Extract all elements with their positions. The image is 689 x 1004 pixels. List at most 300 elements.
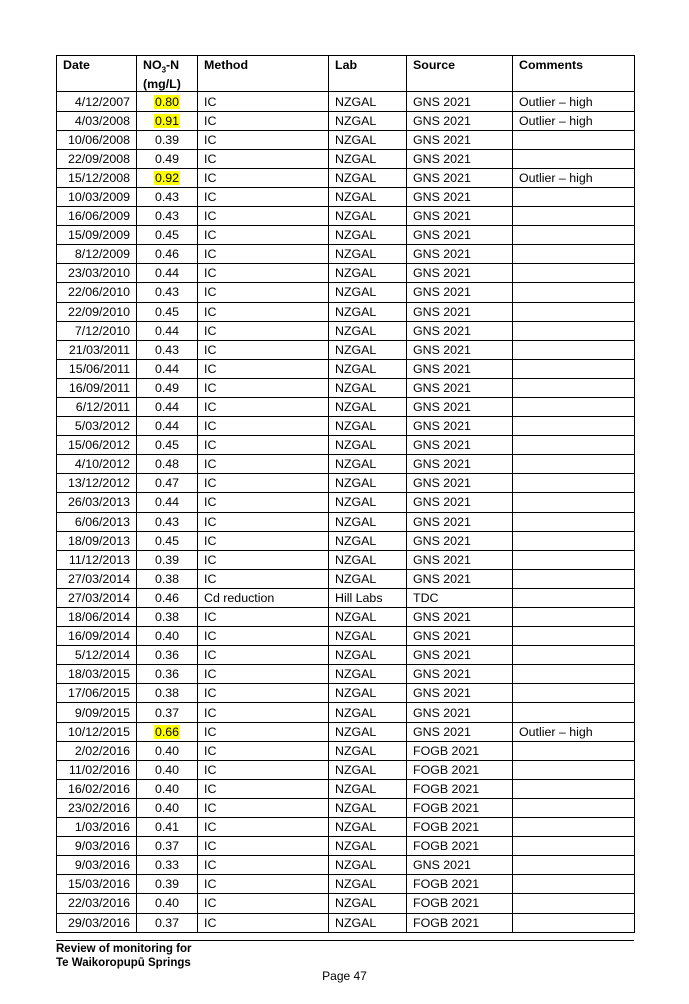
cell-date: 6/12/2011	[57, 397, 137, 416]
footer-divider	[56, 940, 634, 941]
table-header-row	[57, 56, 635, 92]
header-source: Source	[407, 56, 513, 92]
cell-source: GNS 2021	[407, 92, 513, 111]
table-row	[57, 913, 635, 932]
table-row	[57, 569, 635, 588]
table-row	[57, 111, 635, 130]
table-row	[57, 818, 635, 837]
cell-method: IC	[198, 245, 329, 264]
cell-lab: NZGAL	[329, 550, 407, 569]
cell-lab: NZGAL	[329, 359, 407, 378]
cell-source: GNS 2021	[407, 111, 513, 130]
header-no3n-suffix: -N	[166, 58, 180, 72]
cell-date: 18/06/2014	[57, 608, 137, 627]
table-row	[57, 321, 635, 340]
cell-date: 15/09/2009	[57, 226, 137, 245]
cell-no3n: 0.38	[137, 684, 198, 703]
table-row	[57, 187, 635, 206]
cell-lab: NZGAL	[329, 245, 407, 264]
cell-source: FOGB 2021	[407, 798, 513, 817]
cell-no3n: 0.49	[137, 149, 198, 168]
cell-comments	[513, 455, 635, 474]
cell-method: IC	[198, 378, 329, 397]
table-row	[57, 417, 635, 436]
cell-lab: NZGAL	[329, 875, 407, 894]
cell-no3n: 0.44	[137, 417, 198, 436]
table-row	[57, 856, 635, 875]
table-row	[57, 397, 635, 416]
cell-method: IC	[198, 226, 329, 245]
cell-method: IC	[198, 550, 329, 569]
cell-comments	[513, 760, 635, 779]
cell-comments	[513, 283, 635, 302]
cell-lab: NZGAL	[329, 92, 407, 111]
cell-date: 18/09/2013	[57, 531, 137, 550]
cell-no3n: 0.44	[137, 397, 198, 416]
cell-date: 18/03/2015	[57, 665, 137, 684]
cell-no3n: 0.40	[137, 760, 198, 779]
cell-no3n: 0.37	[137, 703, 198, 722]
cell-lab: NZGAL	[329, 818, 407, 837]
cell-no3n: 0.37	[137, 837, 198, 856]
table-row	[57, 474, 635, 493]
cell-method: IC	[198, 92, 329, 111]
table-row	[57, 627, 635, 646]
cell-date: 10/06/2008	[57, 130, 137, 149]
cell-method: IC	[198, 608, 329, 627]
cell-method: IC	[198, 187, 329, 206]
cell-date: 16/02/2016	[57, 779, 137, 798]
cell-lab: NZGAL	[329, 531, 407, 550]
cell-source: FOGB 2021	[407, 875, 513, 894]
cell-comments: Outlier – high	[513, 111, 635, 130]
cell-method: IC	[198, 302, 329, 321]
table-row	[57, 302, 635, 321]
header-lab: Lab	[329, 56, 407, 92]
cell-method: IC	[198, 703, 329, 722]
cell-date: 21/03/2011	[57, 340, 137, 359]
cell-comments	[513, 512, 635, 531]
cell-lab: NZGAL	[329, 340, 407, 359]
cell-lab: NZGAL	[329, 512, 407, 531]
cell-source: GNS 2021	[407, 646, 513, 665]
header-date: Date	[57, 56, 137, 92]
cell-date: 17/06/2015	[57, 684, 137, 703]
cell-method: IC	[198, 875, 329, 894]
cell-comments	[513, 875, 635, 894]
highlighted-value: 0.80	[154, 94, 180, 109]
cell-date: 27/03/2014	[57, 569, 137, 588]
table-row	[57, 760, 635, 779]
highlighted-value: 0.91	[154, 113, 180, 128]
cell-lab: Hill Labs	[329, 588, 407, 607]
cell-no3n: 0.46	[137, 588, 198, 607]
cell-date: 22/09/2008	[57, 149, 137, 168]
cell-comments	[513, 207, 635, 226]
cell-no3n: 0.38	[137, 569, 198, 588]
cell-comments: Outlier – high	[513, 722, 635, 741]
table-row	[57, 264, 635, 283]
cell-comments	[513, 149, 635, 168]
table-row	[57, 798, 635, 817]
cell-method: IC	[198, 111, 329, 130]
cell-method: IC	[198, 474, 329, 493]
cell-method: IC	[198, 340, 329, 359]
cell-lab: NZGAL	[329, 264, 407, 283]
cell-source: FOGB 2021	[407, 837, 513, 856]
cell-lab: NZGAL	[329, 779, 407, 798]
cell-method: IC	[198, 436, 329, 455]
cell-source: GNS 2021	[407, 493, 513, 512]
cell-lab: NZGAL	[329, 665, 407, 684]
cell-no3n: 0.44	[137, 493, 198, 512]
cell-lab: NZGAL	[329, 207, 407, 226]
cell-date: 10/03/2009	[57, 187, 137, 206]
table-row	[57, 245, 635, 264]
table-row	[57, 207, 635, 226]
cell-comments	[513, 608, 635, 627]
cell-method: IC	[198, 722, 329, 741]
table-row	[57, 684, 635, 703]
cell-method: IC	[198, 569, 329, 588]
cell-comments	[513, 226, 635, 245]
cell-date: 9/03/2016	[57, 856, 137, 875]
cell-method: IC	[198, 665, 329, 684]
cell-source: GNS 2021	[407, 856, 513, 875]
table-row	[57, 359, 635, 378]
cell-source: FOGB 2021	[407, 818, 513, 837]
cell-date: 26/03/2013	[57, 493, 137, 512]
cell-method: IC	[198, 741, 329, 760]
cell-lab: NZGAL	[329, 722, 407, 741]
table-row	[57, 550, 635, 569]
cell-source: GNS 2021	[407, 550, 513, 569]
table-row	[57, 741, 635, 760]
cell-no3n: 0.46	[137, 245, 198, 264]
cell-date: 22/03/2016	[57, 894, 137, 913]
cell-method: IC	[198, 684, 329, 703]
cell-no3n: 0.45	[137, 436, 198, 455]
cell-lab: NZGAL	[329, 798, 407, 817]
cell-comments	[513, 359, 635, 378]
cell-lab: NZGAL	[329, 187, 407, 206]
cell-method: IC	[198, 894, 329, 913]
cell-date: 1/03/2016	[57, 818, 137, 837]
cell-source: GNS 2021	[407, 168, 513, 187]
nitrate-data-table	[56, 55, 635, 933]
cell-method: IC	[198, 321, 329, 340]
cell-comments	[513, 856, 635, 875]
cell-source: TDC	[407, 588, 513, 607]
cell-lab: NZGAL	[329, 684, 407, 703]
cell-method: IC	[198, 417, 329, 436]
cell-no3n: 0.40	[137, 779, 198, 798]
cell-method: IC	[198, 359, 329, 378]
cell-source: GNS 2021	[407, 264, 513, 283]
table-row	[57, 226, 635, 245]
header-no3n-subscript: 3	[161, 65, 167, 75]
table-row	[57, 894, 635, 913]
cell-comments	[513, 894, 635, 913]
cell-comments	[513, 913, 635, 932]
cell-source: GNS 2021	[407, 417, 513, 436]
cell-no3n: 0.44	[137, 321, 198, 340]
table-row	[57, 92, 635, 111]
footer-title-line-2: Te Waikoropupū Springs	[56, 957, 191, 969]
cell-source: GNS 2021	[407, 149, 513, 168]
cell-comments: Outlier – high	[513, 168, 635, 187]
cell-comments	[513, 741, 635, 760]
cell-date: 13/12/2012	[57, 474, 137, 493]
cell-comments	[513, 474, 635, 493]
page-number: Page 47	[322, 969, 367, 983]
cell-source: FOGB 2021	[407, 741, 513, 760]
table-row	[57, 531, 635, 550]
cell-source: GNS 2021	[407, 283, 513, 302]
cell-date: 4/12/2007	[57, 92, 137, 111]
table-row	[57, 168, 635, 187]
cell-comments	[513, 245, 635, 264]
cell-date: 16/09/2014	[57, 627, 137, 646]
cell-lab: NZGAL	[329, 397, 407, 416]
table-row	[57, 646, 635, 665]
footer-title	[56, 942, 191, 970]
cell-source: GNS 2021	[407, 722, 513, 741]
cell-date: 11/12/2013	[57, 550, 137, 569]
table-row	[57, 779, 635, 798]
table-row	[57, 608, 635, 627]
cell-comments	[513, 321, 635, 340]
cell-source: FOGB 2021	[407, 779, 513, 798]
cell-comments	[513, 779, 635, 798]
cell-date: 29/03/2016	[57, 913, 137, 932]
cell-source: GNS 2021	[407, 512, 513, 531]
cell-date: 23/03/2010	[57, 264, 137, 283]
cell-comments: Outlier – high	[513, 92, 635, 111]
cell-no3n: 0.40	[137, 741, 198, 760]
cell-no3n: 0.43	[137, 512, 198, 531]
cell-source: GNS 2021	[407, 627, 513, 646]
table-row	[57, 703, 635, 722]
cell-date: 16/09/2011	[57, 378, 137, 397]
cell-date: 15/06/2012	[57, 436, 137, 455]
cell-no3n: 0.47	[137, 474, 198, 493]
cell-source: GNS 2021	[407, 340, 513, 359]
cell-lab: NZGAL	[329, 703, 407, 722]
cell-date: 16/06/2009	[57, 207, 137, 226]
cell-method: IC	[198, 531, 329, 550]
cell-method: IC	[198, 493, 329, 512]
cell-source: GNS 2021	[407, 455, 513, 474]
cell-method: IC	[198, 856, 329, 875]
cell-no3n: 0.39	[137, 130, 198, 149]
cell-date: 10/12/2015	[57, 722, 137, 741]
cell-no3n: 0.36	[137, 646, 198, 665]
cell-comments	[513, 264, 635, 283]
cell-no3n	[137, 92, 198, 111]
cell-source: GNS 2021	[407, 397, 513, 416]
cell-date: 15/06/2011	[57, 359, 137, 378]
cell-lab: NZGAL	[329, 627, 407, 646]
cell-lab: NZGAL	[329, 741, 407, 760]
cell-comments	[513, 798, 635, 817]
cell-comments	[513, 493, 635, 512]
table-row	[57, 436, 635, 455]
cell-lab: NZGAL	[329, 474, 407, 493]
cell-comments	[513, 531, 635, 550]
cell-source: FOGB 2021	[407, 894, 513, 913]
cell-no3n: 0.40	[137, 627, 198, 646]
cell-source: GNS 2021	[407, 130, 513, 149]
table-row	[57, 378, 635, 397]
cell-method: IC	[198, 512, 329, 531]
cell-comments	[513, 340, 635, 359]
cell-lab: NZGAL	[329, 168, 407, 187]
cell-lab: NZGAL	[329, 321, 407, 340]
cell-source: GNS 2021	[407, 187, 513, 206]
table-row	[57, 130, 635, 149]
cell-comments	[513, 627, 635, 646]
cell-comments	[513, 550, 635, 569]
cell-date: 6/06/2013	[57, 512, 137, 531]
cell-no3n: 0.37	[137, 913, 198, 932]
cell-comments	[513, 588, 635, 607]
cell-date: 2/02/2016	[57, 741, 137, 760]
cell-comments	[513, 130, 635, 149]
cell-comments	[513, 837, 635, 856]
cell-lab: NZGAL	[329, 646, 407, 665]
cell-date: 22/06/2010	[57, 283, 137, 302]
cell-lab: NZGAL	[329, 569, 407, 588]
cell-no3n: 0.43	[137, 340, 198, 359]
cell-no3n: 0.39	[137, 550, 198, 569]
cell-comments	[513, 436, 635, 455]
cell-lab: NZGAL	[329, 436, 407, 455]
table-row	[57, 455, 635, 474]
cell-no3n: 0.38	[137, 608, 198, 627]
cell-source: GNS 2021	[407, 378, 513, 397]
cell-no3n: 0.39	[137, 875, 198, 894]
cell-method: IC	[198, 397, 329, 416]
cell-source: GNS 2021	[407, 608, 513, 627]
cell-source: FOGB 2021	[407, 760, 513, 779]
cell-source: GNS 2021	[407, 665, 513, 684]
cell-method: IC	[198, 149, 329, 168]
cell-method: Cd reduction	[198, 588, 329, 607]
cell-date: 23/02/2016	[57, 798, 137, 817]
cell-date: 9/09/2015	[57, 703, 137, 722]
cell-no3n: 0.44	[137, 264, 198, 283]
cell-date: 4/03/2008	[57, 111, 137, 130]
cell-lab: NZGAL	[329, 283, 407, 302]
cell-comments	[513, 646, 635, 665]
table-row	[57, 283, 635, 302]
cell-lab: NZGAL	[329, 378, 407, 397]
cell-no3n: 0.40	[137, 894, 198, 913]
cell-no3n	[137, 722, 198, 741]
cell-no3n: 0.41	[137, 818, 198, 837]
cell-source: GNS 2021	[407, 531, 513, 550]
cell-method: IC	[198, 818, 329, 837]
cell-date: 4/10/2012	[57, 455, 137, 474]
cell-lab: NZGAL	[329, 226, 407, 245]
cell-no3n: 0.43	[137, 207, 198, 226]
cell-no3n: 0.43	[137, 283, 198, 302]
cell-no3n	[137, 168, 198, 187]
table-row	[57, 665, 635, 684]
cell-date: 5/12/2014	[57, 646, 137, 665]
header-no3n-prefix: NO	[143, 58, 162, 72]
cell-date: 5/03/2012	[57, 417, 137, 436]
cell-lab: NZGAL	[329, 455, 407, 474]
cell-comments	[513, 187, 635, 206]
cell-comments	[513, 665, 635, 684]
cell-source: GNS 2021	[407, 569, 513, 588]
cell-no3n: 0.43	[137, 187, 198, 206]
cell-comments	[513, 703, 635, 722]
header-no3n	[137, 56, 198, 92]
cell-method: IC	[198, 627, 329, 646]
cell-source: GNS 2021	[407, 474, 513, 493]
cell-lab: NZGAL	[329, 417, 407, 436]
cell-comments	[513, 684, 635, 703]
cell-lab: NZGAL	[329, 493, 407, 512]
cell-source: FOGB 2021	[407, 913, 513, 932]
cell-no3n: 0.44	[137, 359, 198, 378]
cell-source: GNS 2021	[407, 359, 513, 378]
cell-method: IC	[198, 646, 329, 665]
header-method: Method	[198, 56, 329, 92]
cell-source: GNS 2021	[407, 321, 513, 340]
cell-source: GNS 2021	[407, 245, 513, 264]
cell-lab: NZGAL	[329, 856, 407, 875]
cell-date: 27/03/2014	[57, 588, 137, 607]
cell-date: 7/12/2010	[57, 321, 137, 340]
cell-lab: NZGAL	[329, 302, 407, 321]
cell-comments	[513, 569, 635, 588]
cell-lab: NZGAL	[329, 894, 407, 913]
cell-source: GNS 2021	[407, 684, 513, 703]
cell-method: IC	[198, 264, 329, 283]
cell-source: GNS 2021	[407, 703, 513, 722]
cell-method: IC	[198, 130, 329, 149]
footer-title-line-1: Review of monitoring for	[56, 943, 192, 955]
cell-no3n: 0.36	[137, 665, 198, 684]
table-row	[57, 875, 635, 894]
cell-comments	[513, 378, 635, 397]
table-row	[57, 837, 635, 856]
cell-source: GNS 2021	[407, 302, 513, 321]
cell-date: 11/02/2016	[57, 760, 137, 779]
cell-method: IC	[198, 455, 329, 474]
table-row	[57, 588, 635, 607]
cell-date: 22/09/2010	[57, 302, 137, 321]
table-row	[57, 512, 635, 531]
cell-method: IC	[198, 168, 329, 187]
cell-date: 15/03/2016	[57, 875, 137, 894]
cell-no3n: 0.45	[137, 302, 198, 321]
cell-no3n: 0.48	[137, 455, 198, 474]
cell-lab: NZGAL	[329, 608, 407, 627]
cell-source: GNS 2021	[407, 226, 513, 245]
cell-date: 15/12/2008	[57, 168, 137, 187]
cell-no3n: 0.33	[137, 856, 198, 875]
cell-method: IC	[198, 283, 329, 302]
cell-lab: NZGAL	[329, 913, 407, 932]
highlighted-value: 0.92	[154, 170, 180, 185]
cell-no3n: 0.45	[137, 531, 198, 550]
cell-no3n: 0.40	[137, 798, 198, 817]
